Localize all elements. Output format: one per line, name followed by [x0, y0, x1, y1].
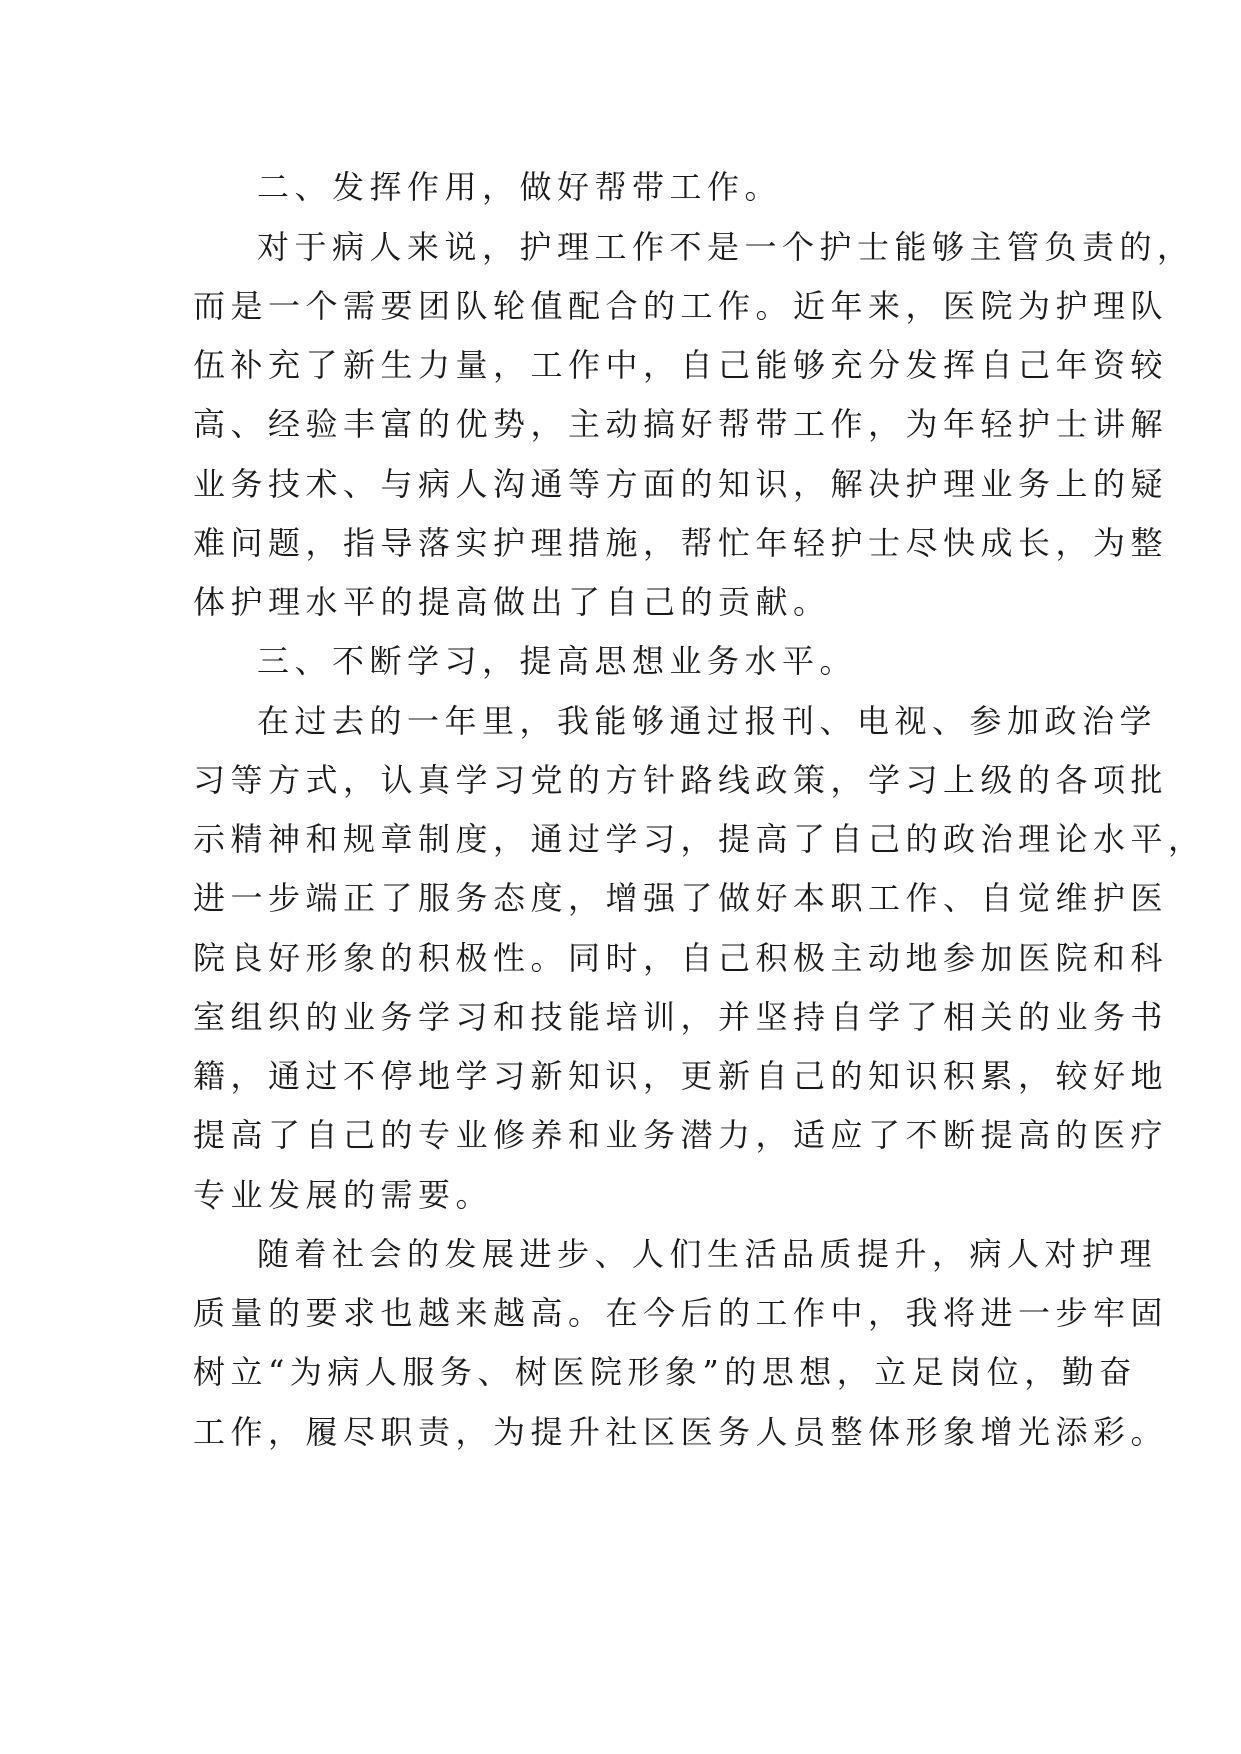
paragraph-line: 业务技术、与病人沟通等方面的知识，解决护理业务上的疑	[193, 465, 1169, 503]
paragraph-line: 示精神和规章制度，通过学习，提高了自己的政治理论水平，	[193, 820, 1206, 858]
paragraph-line: 工作，履尽职责，为提升社区医务人员整体形象增光添彩。	[193, 1413, 1169, 1451]
paragraph-line: 难问题，指导落实护理措施，帮忙年轻护士尽快成长，为整	[193, 524, 1169, 562]
paragraph-line: 质量的要求也越来越高。在今后的工作中，我将进一步牢固	[193, 1294, 1169, 1332]
paragraph-line: 室组织的业务学习和技能培训，并坚持自学了相关的业务书	[193, 998, 1169, 1036]
paragraph-line: 树立“为病人服务、树医院形象”的思想，立足岗位，勤奋	[193, 1353, 1137, 1391]
section-heading-two: 二、发挥作用，做好帮带工作。	[257, 168, 783, 206]
section-heading-three: 三、不断学习，提高思想业务水平。	[257, 642, 858, 680]
paragraph-line: 伍补充了新生力量，工作中，自己能够充分发挥自己年资较	[193, 346, 1169, 384]
paragraph-line: 体护理水平的提高做出了自己的贡献。	[193, 583, 831, 621]
paragraph-line: 院良好形象的积极性。同时，自己积极主动地参加医院和科	[193, 939, 1169, 977]
paragraph-line: 进一步端正了服务态度，增强了做好本职工作、自觉维护医	[193, 879, 1169, 917]
paragraph-line: 籍，通过不停地学习新知识，更新自己的知识积累，较好地	[193, 1057, 1169, 1095]
paragraph-line: 在过去的一年里，我能够通过报刊、电视、参加政治学	[257, 702, 1158, 740]
paragraph-line: 随着社会的发展进步、人们生活品质提升，病人对护理	[257, 1235, 1158, 1273]
paragraph-line: 高、经验丰富的优势，主动搞好帮带工作，为年轻护士讲解	[193, 405, 1169, 443]
paragraph-line: 习等方式，认真学习党的方针路线政策，学习上级的各项批	[193, 761, 1169, 799]
paragraph-line: 对于病人来说，护理工作不是一个护士能够主管负责的，	[257, 228, 1195, 266]
paragraph-line: 专业发展的需要。	[193, 1176, 494, 1214]
paragraph-line: 提高了自己的专业修养和业务潜力，适应了不断提高的医疗	[193, 1116, 1169, 1154]
paragraph-line: 而是一个需要团队轮值配合的工作。近年来，医院为护理队	[193, 287, 1169, 325]
